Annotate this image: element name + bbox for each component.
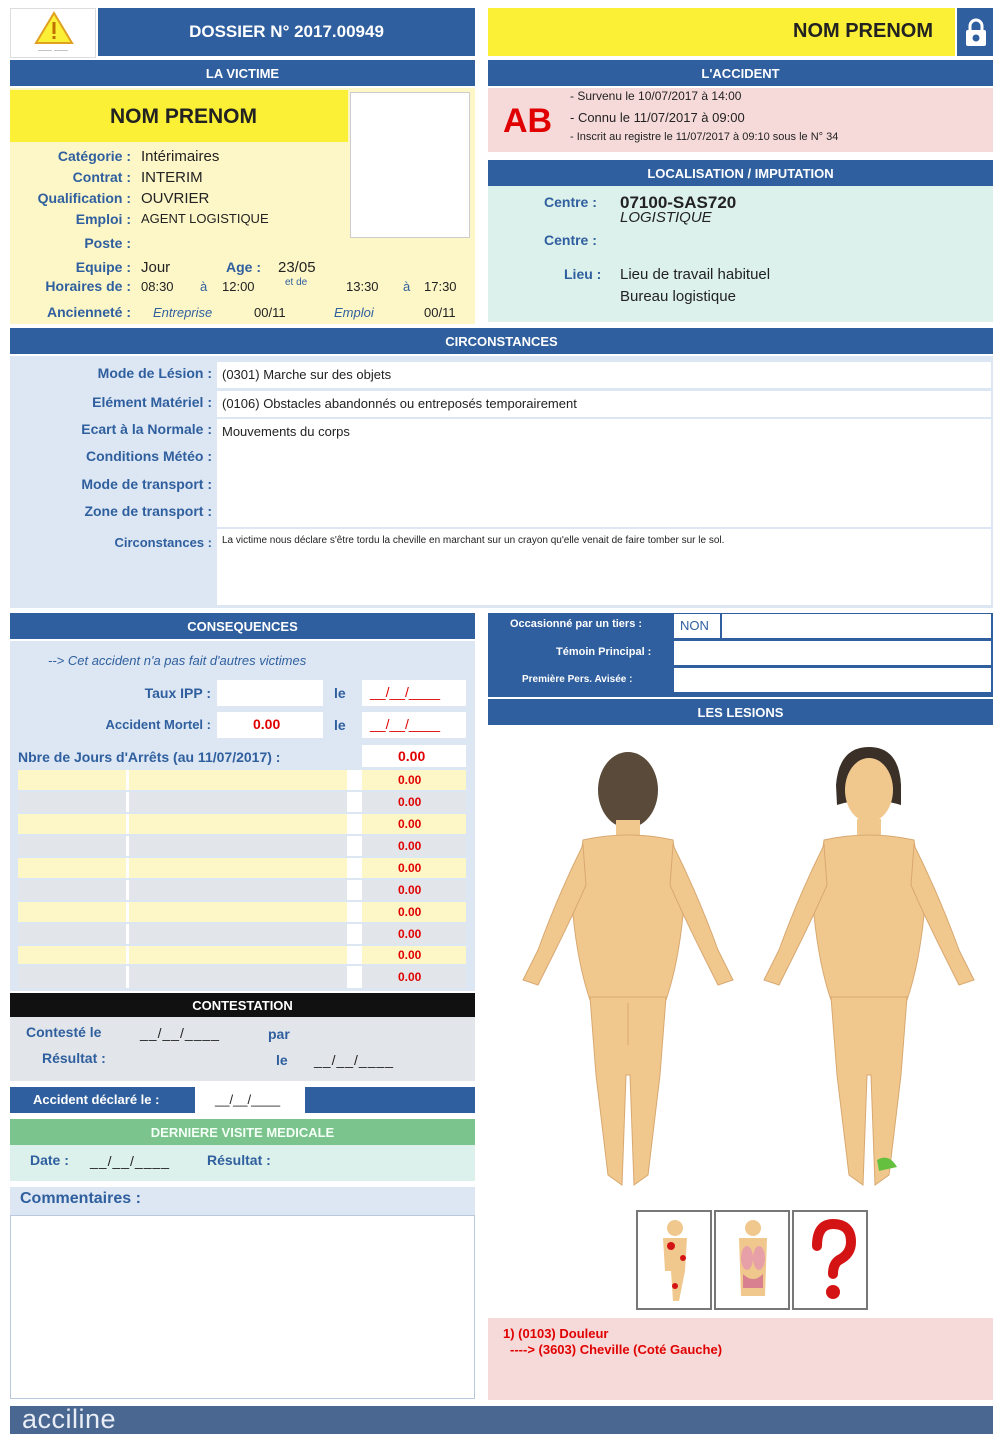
contrat-value: INTERIM <box>141 169 203 186</box>
taux-ipp-label: Taux IPP : <box>144 685 211 701</box>
poste-label: Poste : <box>84 235 131 251</box>
resultat-date: __/__/____ <box>314 1052 395 1068</box>
lesion-tools <box>636 1210 870 1312</box>
resultat-le-label: le <box>276 1052 288 1068</box>
centre-label: Centre : <box>544 194 597 210</box>
dossier-title: DOSSIER N° 2017.00949 <box>98 8 475 56</box>
arret-row: 0.00 <box>18 836 466 856</box>
body-lesion-button[interactable] <box>636 1210 712 1310</box>
occasionne-field: NON <box>674 614 720 638</box>
circ-label-mode-transport: Mode de transport : <box>81 476 212 492</box>
qualification-value: OUVRIER <box>141 190 210 207</box>
footer-brand: acciline <box>22 1404 117 1434</box>
victim-name-box <box>10 90 348 142</box>
accident-panel <box>488 88 993 152</box>
horaire-a1: à <box>200 279 208 294</box>
arret-row: 0.00 <box>18 880 466 900</box>
premiere-label: Première Pers. Avisée : <box>522 674 633 685</box>
arret-row: 0.00 <box>18 792 466 812</box>
declaration-label: Accident déclaré le : <box>33 1092 160 1107</box>
body-diagram <box>488 727 993 1205</box>
horaire-a2: à <box>403 279 411 294</box>
temoin-label: Témoin Principal : <box>556 646 652 658</box>
lesions-section-title: LES LESIONS <box>488 699 993 725</box>
occasionne-label: Occasionné par un tiers : <box>510 618 643 630</box>
commentaires-area[interactable] <box>10 1215 475 1399</box>
consequences-note: --> Cet accident n'a pas fait d'autres victimes <box>48 653 307 668</box>
horaire-1: 08:30 <box>141 279 174 294</box>
occasionne-extra <box>722 614 991 638</box>
centre-code: 07100-SAS720 <box>620 193 737 212</box>
arret-row: 0.00 <box>18 946 466 964</box>
horaires-label: Horaires de : <box>45 278 131 294</box>
horaire-2: 12:00 <box>222 279 255 294</box>
mortel-field: 0.00 <box>217 712 323 738</box>
arret-row: 0.00 <box>18 924 466 944</box>
equipe-value: Jour <box>141 259 171 276</box>
circ-label-ecart: Ecart à la Normale : <box>81 421 212 437</box>
circ-label-circonstances: Circonstances : <box>114 535 212 550</box>
body-front-figure <box>741 735 991 1205</box>
accident-survenu: - Survenu le 10/07/2017 à 14:00 <box>570 89 742 103</box>
lesion-line-1: 1) (0103) Douleur <box>503 1326 609 1341</box>
header-name: NOM PRENOM <box>793 20 933 42</box>
centre-name: LOGISTIQUE <box>620 209 712 226</box>
visite-resultat-label: Résultat : <box>207 1152 271 1168</box>
premiere-field <box>674 668 991 692</box>
taux-le-label: le <box>334 685 346 701</box>
lesion-marker <box>877 1158 897 1171</box>
header-name-box <box>488 8 955 56</box>
accident-inscrit: - Inscrit au registre le 11/07/2017 à 09:10 sous le N° 34 <box>570 131 839 143</box>
localisation-section-title: LOCALISATION / IMPUTATION <box>488 160 993 186</box>
taux-ipp-field <box>217 680 323 706</box>
anciennete-entreprise-label: Entreprise <box>153 305 213 320</box>
lieu-1: Lieu de travail habituel <box>620 266 771 283</box>
unknown-lesion-button[interactable] <box>792 1210 868 1310</box>
arret-row: 0.00 <box>18 902 466 922</box>
arret-row: 0.00 <box>18 858 466 878</box>
organs-button[interactable] <box>714 1210 790 1310</box>
accident-section-title: L'ACCIDENT <box>488 60 993 86</box>
commentaires-header <box>10 1187 475 1215</box>
centre2-label: Centre : <box>544 232 597 248</box>
anciennete-emploi-label: Emploi <box>334 305 374 320</box>
resultat-label: Résultat : <box>42 1050 106 1066</box>
lesion-line-2: ----> (3603) Cheville (Coté Gauche) <box>510 1342 723 1357</box>
question-mark-icon <box>801 1216 861 1306</box>
accident-connu: - Connu le 11/07/2017 à 09:00 <box>570 110 745 125</box>
victim-photo <box>350 92 470 238</box>
visite-date: __/__/____ <box>90 1153 171 1169</box>
circ-field-element: (0106) Obstacles abandonnés ou entreposés temporairement <box>217 391 991 417</box>
temoin-field <box>674 641 991 665</box>
mortel-le-label: le <box>334 717 346 733</box>
accident-code: AB <box>503 102 553 140</box>
contrat-label: Contrat : <box>72 169 131 185</box>
mortel-label: Accident Mortel : <box>105 717 211 732</box>
victim-section-title: LA VICTIME <box>10 60 475 86</box>
consequences-section-title: CONSEQUENCES <box>10 613 475 639</box>
lock-icon <box>963 18 989 48</box>
lieu-label: Lieu : <box>564 266 602 282</box>
visite-section-title: DERNIERE VISITE MEDICALE <box>10 1119 475 1145</box>
circ-field-circonstances: La victime nous déclare s'être tordu la cheville en marchant sur un crayon qu'elle venait de faire tomber sur le sol. <box>217 529 991 605</box>
mortel-date-field: __/__/____ <box>362 712 466 738</box>
horaire-etde: et de <box>285 277 308 288</box>
categorie-value: Intérimaires <box>141 148 220 165</box>
declaration-date-field: __/__/____ <box>195 1087 305 1113</box>
age-label: Age : <box>226 259 261 275</box>
body-injury-icon <box>645 1216 705 1306</box>
par-label: par <box>268 1026 290 1042</box>
circ-field-mode-lesion: (0301) Marche sur des objets <box>217 362 991 388</box>
conteste-label: Contesté le <box>26 1024 102 1040</box>
arrets-label: Nbre de Jours d'Arrêts (au 11/07/2017) : <box>18 749 281 765</box>
horaire-4: 17:30 <box>424 279 457 294</box>
anciennete-emploi-value: 00/11 <box>424 305 456 320</box>
contestation-section-title: CONTESTATION <box>10 993 475 1017</box>
footer-bar <box>10 1406 993 1434</box>
lesions-list <box>488 1318 993 1400</box>
emploi-label: Emploi : <box>75 211 131 227</box>
circ-label-mode-lesion: Mode de Lésion : <box>97 365 212 381</box>
warning-icon <box>34 11 74 45</box>
circonstances-section-title: CIRCONSTANCES <box>10 328 993 354</box>
circ-field-ecart: Mouvements du corps <box>217 419 991 527</box>
organs-icon <box>723 1216 783 1306</box>
arret-row: 0.00 <box>18 966 466 988</box>
arrets-total-field: 0.00 <box>362 745 466 767</box>
print-button[interactable] <box>957 8 993 56</box>
visite-date-label: Date : <box>30 1152 69 1168</box>
localisation-panel <box>488 186 993 322</box>
anciennete-label: Ancienneté : <box>46 304 131 320</box>
circ-label-zone-transport: Zone de transport : <box>84 503 212 519</box>
age-value: 23/05 <box>278 259 316 276</box>
categorie-label: Catégorie : <box>57 148 131 164</box>
victim-name: NOM PRENOM <box>110 105 257 128</box>
lieu-2: Bureau logistique <box>620 288 736 305</box>
horaire-3: 13:30 <box>346 279 379 294</box>
emploi-value: AGENT LOGISTIQUE <box>141 211 269 226</box>
taux-date-field: __/__/____ <box>362 680 466 706</box>
conteste-date: __/__/____ <box>140 1025 221 1041</box>
circ-label-meteo: Conditions Météo : <box>86 448 212 464</box>
arret-row: 0.00 <box>18 770 466 790</box>
qualification-label: Qualification : <box>37 190 131 206</box>
arret-row: 0.00 <box>18 814 466 834</box>
circ-label-element: Elément Matériel : <box>92 394 212 410</box>
body-back-figure <box>498 735 748 1205</box>
anciennete-entreprise-value: 00/11 <box>254 305 286 320</box>
logo-caption: —— —— <box>38 47 68 54</box>
commentaires-label: Commentaires : <box>20 1190 141 1207</box>
equipe-label: Equipe : <box>75 259 131 275</box>
logo <box>10 8 96 58</box>
